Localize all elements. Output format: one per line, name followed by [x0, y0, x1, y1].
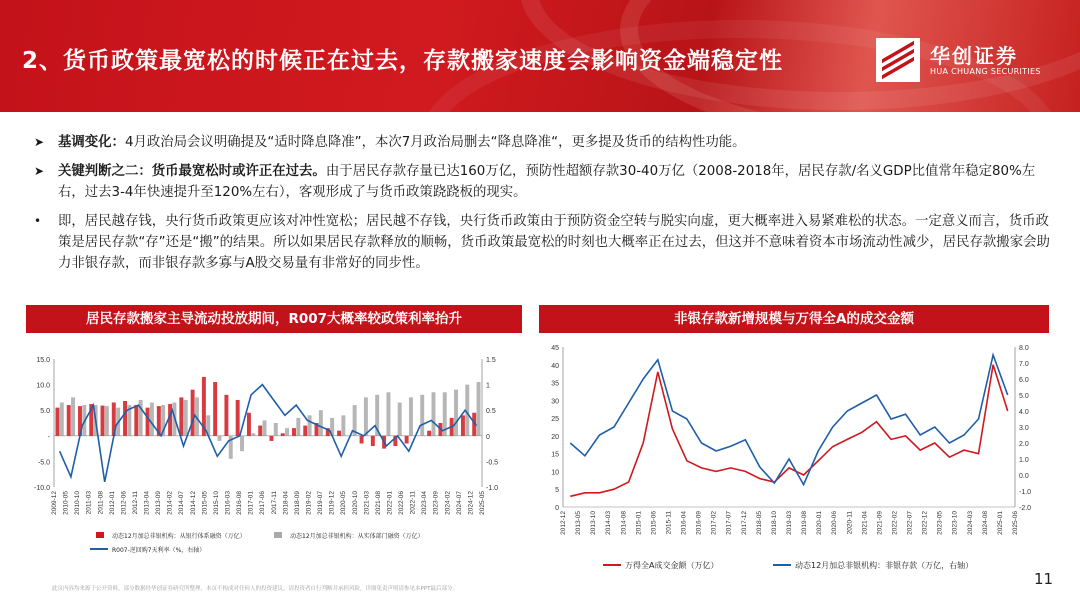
legend-label: R007-逆回购7天利率（%，右轴） [112, 547, 206, 554]
bullet-item [34, 211, 1054, 274]
bar [105, 406, 109, 436]
bar [269, 436, 273, 441]
bullet-item [34, 132, 1054, 153]
x-axis-tick-label: 2018-04 [282, 491, 290, 515]
left-axis-tick-label: 45 [551, 345, 559, 352]
bar [281, 433, 285, 436]
bar [251, 433, 255, 436]
left-axis-tick-label: 10.0 [36, 382, 50, 390]
bar [292, 428, 296, 436]
bullet-text: 即，居民越存钱，央行货币政策更应该对冲性宽松；居民越不存钱，央行货币政策由于预防资金空转与脱实向虚，更大概率进入易紧难松的状态。一定意义而言，货币政策是居民存款“存”还是“搬”的结果。所以如果居民存款释放的顺畅，货币政策最宽松的时刻也大概率正在过去，但这并不意味着资本市场流动性减少，居民存款搬家会助力非银存款，而非银存款多寡与A股交易量有非常好的同步性。 [58, 214, 1050, 271]
x-axis-tick-label: 2015-06 [650, 511, 658, 535]
bar [341, 415, 345, 435]
right-axis-tick-label: 8.0 [1019, 345, 1029, 352]
title-banner [0, 0, 1080, 112]
bullet-list [34, 132, 1054, 282]
left-axis-tick-label: 5.0 [40, 408, 50, 416]
right-axis-tick-label: 2.0 [1019, 441, 1029, 448]
right-chart-panel [539, 305, 1049, 575]
x-axis-tick-label: 2024-03 [966, 511, 974, 535]
bar [405, 436, 409, 444]
bar [123, 401, 127, 436]
x-axis-tick-label: 2016-04 [680, 511, 688, 535]
x-axis-tick-label: 2020-10 [351, 491, 359, 515]
x-axis-tick-label: 2023-05 [936, 511, 944, 535]
bar [184, 400, 188, 436]
left-chart-panel [26, 305, 522, 575]
bar [218, 436, 222, 441]
x-axis-tick-label: 2023-09 [432, 491, 440, 515]
legend-label: 动态12月加总非银机构：从银行体系融资（万亿） [112, 533, 246, 540]
bullet-marker: ➤ [34, 164, 45, 178]
left-axis-tick-label: -5.0 [37, 459, 50, 467]
x-axis-tick-label: 2019-07 [317, 491, 325, 515]
x-axis-tick-label: 2022-01 [386, 491, 394, 515]
bullet-key: 基调变化： [58, 135, 125, 150]
x-axis-tick-label: 2024-07 [455, 491, 463, 515]
right-axis-tick-label: 0.5 [486, 408, 496, 416]
x-axis-tick-label: 2017-12 [740, 511, 748, 535]
x-axis-tick-label: 2015-05 [201, 491, 209, 515]
bar [191, 390, 195, 436]
left-axis-tick-label: 25 [551, 416, 559, 424]
x-axis-tick-label: 2013-05 [575, 511, 583, 535]
x-axis-tick-label: 2014-07 [178, 491, 186, 515]
x-axis-tick-label: 2020-11 [846, 511, 854, 535]
bar [303, 426, 307, 436]
bar [134, 405, 138, 436]
x-axis-tick-label: 2016-08 [236, 491, 244, 515]
x-axis-tick-label: 2022-12 [921, 511, 929, 535]
left-axis-tick-label: 0 [555, 505, 559, 512]
x-axis-tick-label: 2025-01 [996, 511, 1004, 535]
x-axis-tick-label: 2012-11 [131, 491, 139, 515]
x-axis-tick-label: 2010-05 [62, 491, 70, 515]
left-axis-tick-label: 15 [551, 451, 559, 459]
x-axis-tick-label: 2017-06 [259, 491, 267, 515]
x-axis-tick-label: 2017-11 [270, 491, 278, 515]
right-axis-tick-label: 0.0 [1019, 473, 1029, 480]
page-number: 11 [1034, 570, 1054, 588]
bar [247, 413, 251, 436]
bar [71, 397, 75, 435]
bar [409, 397, 413, 435]
bar [236, 400, 240, 436]
x-axis-tick-label: 2019-03 [786, 511, 793, 535]
legend-swatch [96, 532, 104, 538]
bullet-text: 4月政治局会议明确提及“适时降息降准”，本次7月政治局删去“降息降准“，更多提及货币的结构性功能。 [124, 135, 746, 150]
bar [60, 403, 64, 436]
series-line [570, 355, 1007, 485]
x-axis-tick-label: 2011-03 [85, 491, 93, 515]
x-axis-tick-label: 2012-01 [108, 491, 116, 515]
x-axis-tick-label: 2024-08 [981, 511, 989, 535]
x-axis-tick-label: 2013-09 [155, 491, 163, 515]
bar [420, 395, 424, 436]
bar [454, 390, 458, 436]
x-axis-tick-label: 2012-12 [560, 511, 567, 535]
left-axis-tick-label: - [47, 433, 50, 441]
x-axis-tick-label: 2016-09 [695, 511, 703, 535]
bar [285, 428, 289, 436]
legend-label: 万得全A成交金额（万亿） [625, 561, 719, 570]
bar [224, 395, 228, 436]
logo-name-en: HUA CHUANG SECURITIES [930, 67, 1041, 76]
bar [319, 410, 323, 436]
right-axis-tick-label: -1.0 [1019, 489, 1032, 496]
source-note: 此页内容均来源于公开资料，部分数据经华创证券研究所整理，本页不构成对任何人的投资建议，请投资者自行判断并承担风险，详细免责声明请参见本PPT最后部分。 [52, 586, 458, 592]
bar [364, 397, 368, 435]
left-chart-title: 居民存款搬家主导流动投放期间，R007大概率较政策利率抬升 [26, 305, 522, 333]
x-axis-tick-label: 2022-02 [891, 511, 899, 535]
x-axis-tick-label: 2023-04 [421, 491, 429, 515]
left-chart [26, 339, 522, 575]
x-axis-tick-label: 2020-01 [816, 511, 824, 535]
bar [296, 418, 300, 436]
bar [263, 420, 267, 435]
right-axis-tick-label: 4.0 [1019, 409, 1029, 416]
left-axis-tick-label: 40 [551, 362, 559, 370]
x-axis-tick-label: 2025-05 [479, 491, 486, 515]
slide-title: 2、货币政策最宽松的时候正在过去，存款搬家速度会影响资金端稳定性 [22, 48, 784, 74]
x-axis-tick-label: 2021-03 [363, 491, 371, 515]
x-axis-tick-label: 2014-12 [189, 491, 197, 515]
series-line [60, 385, 477, 482]
bar [150, 403, 154, 436]
bar [371, 436, 375, 446]
x-axis-tick-label: 2016-03 [224, 491, 232, 515]
bar [386, 392, 390, 436]
x-axis-tick-label: 2014-02 [166, 491, 174, 515]
x-axis-tick-label: 2012-06 [120, 491, 128, 515]
company-logo-icon [876, 38, 920, 82]
x-axis-tick-label: 2013-10 [590, 511, 598, 535]
bar [101, 406, 105, 436]
x-axis-tick-label: 2020-05 [340, 491, 348, 515]
x-axis-tick-label: 2013-04 [143, 491, 151, 515]
x-axis-tick-label: 2021-08 [374, 491, 382, 515]
x-axis-tick-label: 2018-09 [293, 491, 301, 515]
bar [308, 415, 312, 435]
x-axis-tick-label: 2017-01 [247, 491, 255, 515]
x-axis-tick-label: 2024-02 [444, 491, 452, 515]
x-axis-tick-label: 2019-12 [328, 491, 336, 515]
left-axis-tick-label: -10.0 [34, 485, 50, 492]
bar [240, 436, 244, 451]
legend-label: 动态12月加总非银机构：非银存款（万亿，右轴） [795, 561, 974, 570]
bar [213, 382, 217, 436]
x-axis-tick-label: 2021-04 [861, 511, 869, 535]
legend-label: 动态12月加总非银机构：从实体部门融资（万亿） [290, 533, 424, 540]
bullet-text: 由于居民存款存量已达160万亿，预防性超额存款30-40万亿（2008-2018年，居民存款/名义GDP比值常年稳定80%左右，过去3-4年快速提升至120%左右），客观形成了与货币政策跷跷板的现实。 [58, 164, 1036, 200]
bar [179, 397, 183, 435]
x-axis-tick-label: 2022-07 [906, 511, 914, 535]
bullet-key: 关键判断之二：货币最宽松时或许正在过去。 [58, 164, 326, 179]
series-line [570, 365, 1007, 497]
right-axis-tick-label: 1 [486, 382, 490, 390]
x-axis-tick-label: 2017-07 [725, 511, 733, 535]
logo-name: 华创证券 [930, 44, 1018, 68]
right-axis-tick-label: -0.5 [486, 459, 499, 467]
x-axis-tick-label: 2011-08 [97, 491, 105, 515]
right-axis-tick-label: 1.5 [486, 357, 496, 364]
left-axis-tick-label: 30 [551, 398, 559, 406]
x-axis-tick-label: 2019-02 [305, 491, 313, 515]
bar [55, 408, 59, 436]
legend-swatch [274, 532, 282, 538]
x-axis-tick-label: 2015-11 [665, 511, 673, 535]
left-axis-tick-label: 10 [551, 469, 559, 477]
bullet-item [34, 161, 1054, 203]
left-axis-tick-label: 20 [551, 433, 559, 441]
right-axis-tick-label: -1.0 [486, 485, 499, 492]
x-axis-tick-label: 2018-05 [755, 511, 763, 535]
bullet-marker: • [34, 214, 42, 228]
left-axis-tick-label: 15.0 [36, 357, 50, 364]
bar [432, 392, 436, 436]
x-axis-tick-label: 2010-10 [74, 491, 82, 515]
x-axis-tick-label: 2009-12 [51, 491, 58, 515]
x-axis-tick-label: 2014-03 [605, 511, 613, 535]
bar [67, 405, 71, 436]
right-chart-title: 非银存款新增规模与万得全A的成交金额 [539, 305, 1049, 333]
bar [477, 382, 481, 436]
right-axis-tick-label: 0 [486, 433, 490, 441]
bar [427, 431, 431, 436]
x-axis-tick-label: 2017-02 [710, 511, 718, 535]
bullet-marker: ➤ [34, 135, 45, 149]
bar [337, 431, 341, 436]
right-axis-tick-label: 3.0 [1019, 425, 1029, 432]
bar [360, 436, 364, 444]
bar [461, 415, 465, 435]
x-axis-tick-label: 2024-12 [467, 491, 475, 515]
right-axis-tick-label: 7.0 [1019, 361, 1029, 368]
x-axis-tick-label: 2015-01 [635, 511, 643, 535]
left-axis-tick-label: 5 [555, 487, 559, 495]
x-axis-tick-label: 2015-10 [212, 491, 220, 515]
x-axis-tick-label: 2023-10 [951, 511, 959, 535]
right-axis-tick-label: 1.0 [1019, 457, 1029, 464]
x-axis-tick-label: 2022-06 [398, 491, 406, 515]
right-axis-tick-label: 6.0 [1019, 377, 1029, 384]
bar [398, 403, 402, 436]
left-axis-tick-label: 35 [551, 380, 559, 388]
right-axis-tick-label: 5.0 [1019, 393, 1029, 400]
x-axis-tick-label: 2020-06 [831, 511, 839, 535]
x-axis-tick-label: 2018-10 [770, 511, 778, 535]
bar [274, 423, 278, 436]
bar [258, 426, 262, 436]
x-axis-tick-label: 2019-08 [801, 511, 809, 535]
x-axis-tick-label: 2025-06 [1012, 511, 1019, 535]
right-chart [539, 339, 1049, 575]
x-axis-tick-label: 2022-11 [409, 491, 417, 515]
x-axis-tick-label: 2021-09 [876, 511, 884, 535]
right-axis-tick-label: -2.0 [1019, 505, 1032, 512]
bar [146, 408, 150, 436]
x-axis-tick-label: 2014-08 [620, 511, 628, 535]
